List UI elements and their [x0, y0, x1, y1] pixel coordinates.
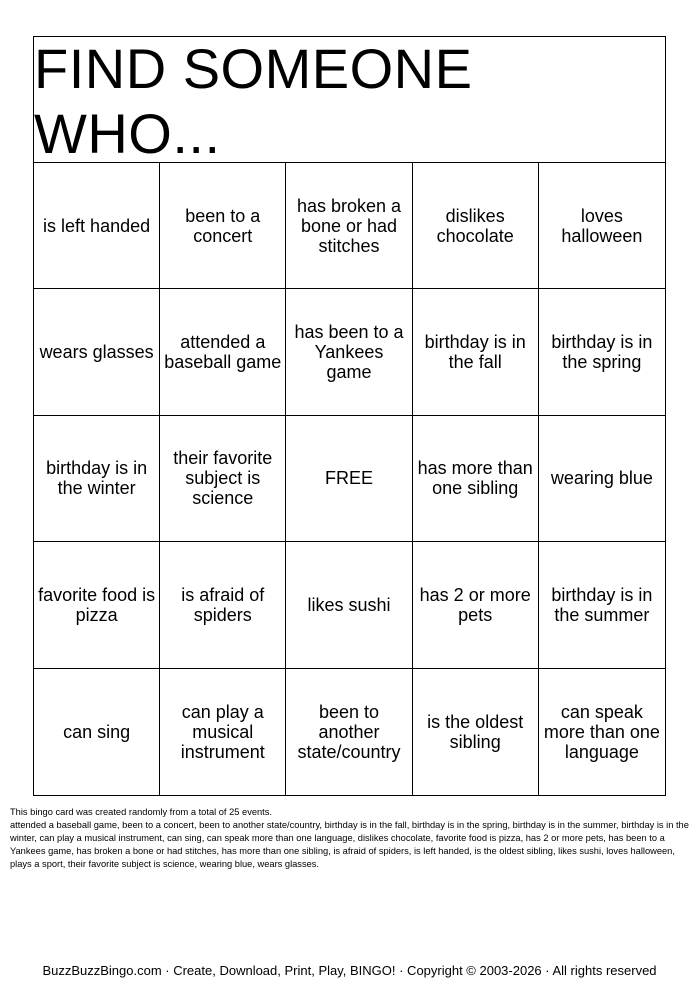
bingo-cell: wears glasses: [34, 289, 160, 415]
free-space-cell: FREE: [286, 416, 412, 542]
bingo-cell: can sing: [34, 669, 160, 795]
bingo-cell: birthday is in the spring: [539, 289, 665, 415]
bingo-grid: [34, 163, 665, 795]
bingo-cell: dislikes chocolate: [413, 163, 539, 289]
bingo-card: [33, 36, 666, 796]
bingo-cell: has broken a bone or had stitches: [286, 163, 412, 289]
bingo-cell: has more than one sibling: [413, 416, 539, 542]
bingo-cell: can speak more than one language: [543, 701, 660, 762]
bingo-cell: has 2 or more pets: [413, 542, 539, 668]
bingo-cell: birthday is in the winter: [34, 416, 160, 542]
description-intro: This bingo card was created randomly from a total of 25 events.: [10, 807, 272, 817]
bingo-cell: can play a musical instrument: [160, 669, 286, 795]
bingo-cell: wearing blue: [539, 416, 665, 542]
bingo-cell: is the oldest sibling: [413, 669, 539, 795]
bingo-cell: their favorite subject is science: [160, 416, 286, 542]
bingo-cell: favorite food is pizza: [34, 542, 160, 668]
bingo-cell: birthday is in the summer: [539, 542, 665, 668]
card-description: [10, 806, 690, 871]
bingo-cell: attended a baseball game: [160, 289, 286, 415]
card-title: FIND SOMEONE WHO...: [34, 37, 665, 163]
bingo-cell: birthday is in the fall: [413, 289, 539, 415]
copyright-line: BuzzBuzzBingo.com · Create, Download, Print, Play, BINGO! · Copyright © 2003-2026 · All rights reserved: [42, 963, 657, 978]
bingo-cell: loves halloween: [539, 163, 665, 289]
bingo-cell: likes sushi: [286, 542, 412, 668]
bingo-cell: been to a concert: [160, 163, 286, 289]
bingo-cell: has been to a Yankees game: [286, 289, 412, 415]
event-list: attended a baseball game, been to a concert, been to another state/country, birthday is in the fall, birthday is in the spring, birthday is in the summer, birthday is in the winter, can play a musical instrument, can sing, can speak more than one language, dislikes chocolate, favorite food is pizza, has 2 or more pets, has been to a Yankees game, has broken a bone or had stitches, has more than one sibling, is afraid of spiders, is left handed, is the oldest sibling, likes sushi, loves halloween, plays a sport, their favorite subject is science, wearing blue, wears glasses.: [10, 820, 689, 869]
bingo-cell: is left handed: [34, 163, 160, 289]
bingo-cell: been to another state/country: [286, 669, 412, 795]
bingo-cell: is afraid of spiders: [160, 542, 286, 668]
